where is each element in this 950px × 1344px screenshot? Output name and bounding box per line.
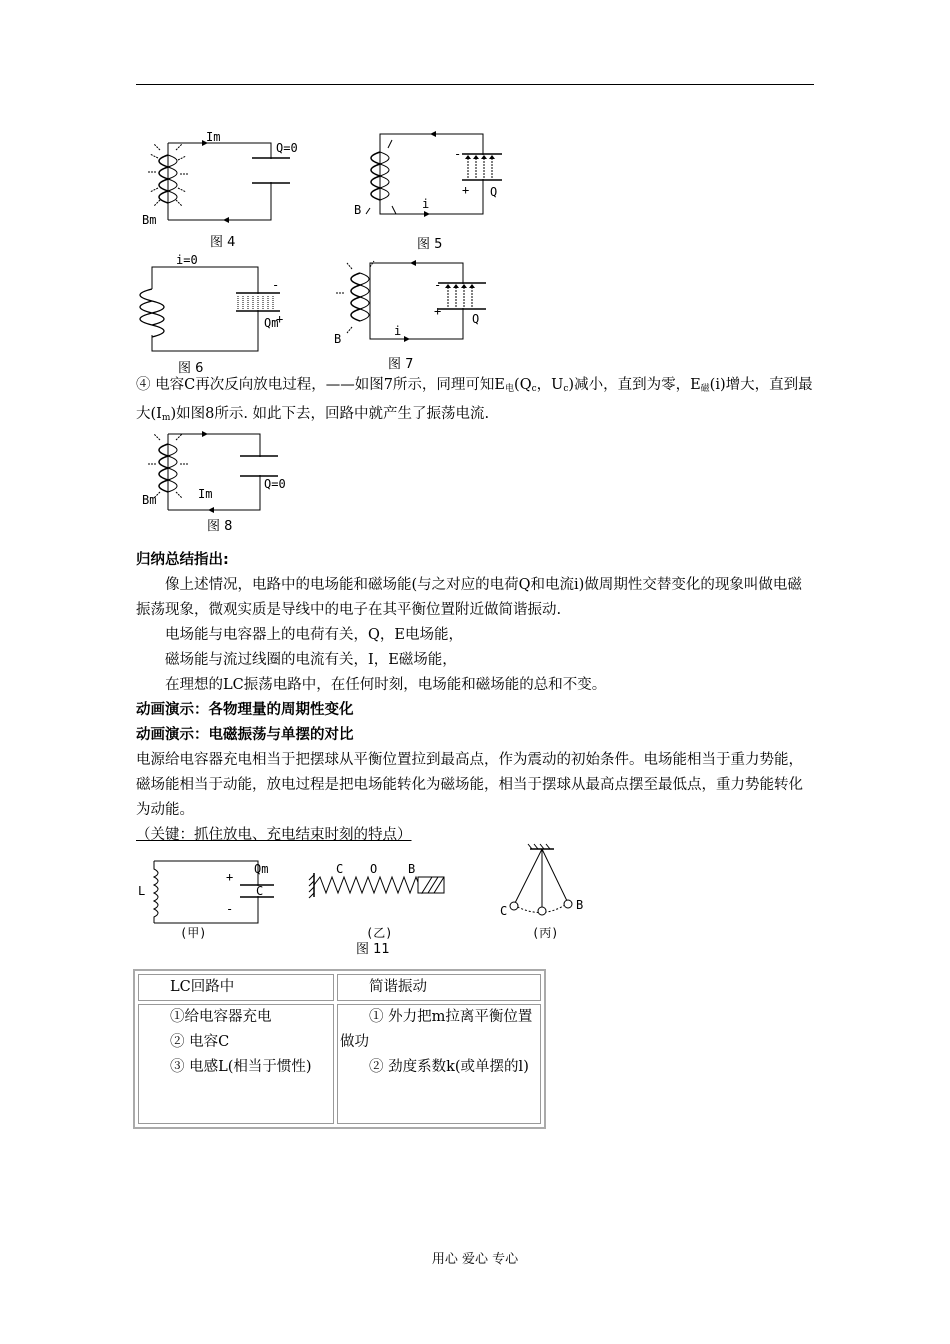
fig11-yi-O: O (370, 862, 378, 876)
fig4-current-label: Im (206, 130, 221, 144)
p4-text-5: (i)增大，直到最大(I (136, 377, 813, 422)
fig4-field-label: Bm (142, 213, 157, 227)
analogy-paragraph: 电源给电容器充电相当于把摆球从平衡位置拉到最高点，作为震动的初始条件。电场能相当于重力势能，磁场能相当于动能，放电过程是把电场能转化为磁场能，相当于摆球从最高点摆至最低点，重力势能转化为动能。 (136, 752, 803, 818)
fig6-caption: 图 6 (178, 361, 204, 376)
fig11-caption: 图 11 (356, 942, 390, 957)
fig4-caption: 图 4 (210, 235, 236, 250)
table-header-row (138, 974, 541, 1001)
lc-item-2: ② 电容C (170, 1034, 230, 1050)
fig11-bing-C: C (500, 904, 508, 918)
p4-text-4: )减小，直到为零，E (568, 377, 701, 393)
paragraph-discharge (136, 373, 816, 431)
page-footer: 用心 爱心 专心 (431, 1252, 519, 1267)
figure-11 (134, 843, 594, 953)
fig5-charge-label: Q (490, 185, 498, 199)
summary-paragraph-3: 磁场能与流过线圈的电流有关，I，E磁场能， (165, 652, 457, 668)
summary-paragraph-1: 像上述情况，电路中的电场能和磁场能(与之对应的电荷Q和电流i)做周期性交替变化的现象叫做电磁振荡现象，微观实质是导线中的电子在其平衡位置附近做简谐振动. (136, 577, 802, 618)
p4-text-2: (Q (514, 377, 532, 393)
summary-paragraph-4: 在理想的LC振荡电路中，在任何时刻，电场能和磁场能的总和不变。 (165, 677, 607, 693)
fig8-caption: 图 8 (207, 519, 233, 534)
table-header-lc: LC回路中 (138, 974, 334, 1001)
fig11-jia-C: C (256, 884, 264, 898)
fig11-jia-plus: + (226, 870, 234, 884)
fig11-bing-caption: (丙) (532, 926, 559, 940)
p4-sub-1: 电 (505, 384, 515, 394)
demo-heading-2: 动画演示：电磁振荡与单摆的对比 (136, 727, 354, 743)
fig11-bing-B: B (576, 898, 584, 912)
fig5-caption: 图 5 (417, 237, 443, 252)
fig7-plus: + (434, 304, 442, 318)
figure-4 (138, 128, 308, 246)
shm-item-1: ① 外力把m拉离平衡位置做功 (340, 1009, 533, 1050)
key-note: （关键：抓住放电、充电结束时刻的特点） (136, 827, 412, 843)
comparison-table (133, 969, 546, 1129)
fig11-yi-C: C (336, 862, 344, 876)
fig8-current-label: Im (198, 487, 213, 501)
summary-paragraph-2: 电场能与电容器上的电荷有关，Q，E电场能， (165, 627, 463, 643)
p4-text-1: ④ 电容C再次反向放电过程，——如图7所示，同理可知E (136, 377, 506, 393)
table-row (138, 1004, 541, 1124)
lc-item-1: ①给电容器充电 (170, 1009, 272, 1025)
fig6-minus: - (272, 278, 280, 292)
p4-sub-5: m (161, 413, 171, 423)
lc-item-3: ③ 电感L(相当于惯性) (170, 1059, 312, 1075)
demo-heading-1: 动画演示：各物理量的周期性变化 (136, 702, 354, 718)
p4-text-6: )如图8所示. 如此下去，回路中就产生了振荡电流. (170, 406, 490, 422)
fig11-yi-caption: (乙) (366, 926, 393, 940)
fig11-jia-L: L (138, 884, 146, 898)
header-rule (136, 84, 814, 85)
figure-7 (330, 253, 510, 363)
fig5-plus: + (462, 183, 470, 197)
p4-sub-4: 磁 (700, 384, 710, 394)
fig7-minus: - (434, 278, 442, 292)
fig7-field-label: B (334, 332, 342, 346)
fig11-jia-minus: - (226, 902, 234, 916)
fig7-charge-label: Q (472, 312, 480, 326)
figure-6 (130, 253, 300, 363)
fig4-charge-label: Q=0 (276, 141, 298, 155)
fig8-field-label: Bm (142, 493, 157, 507)
fig7-current-label: i (394, 324, 402, 338)
p4-sub-3: c (563, 384, 569, 394)
fig8-charge-label: Q=0 (264, 477, 286, 491)
fig6-charge-label: Qm (264, 316, 279, 330)
fig11-jia-Qm: Qm (254, 862, 269, 876)
p4-sub-2: c (531, 384, 537, 394)
fig7-caption: 图 7 (388, 357, 414, 372)
fig6-current-label: i=0 (176, 253, 198, 267)
shm-item-2: ② 劲度系数k(或单摆的l) (369, 1059, 529, 1075)
fig11-jia-caption: (甲) (180, 926, 207, 940)
summary-heading: 归纳总结指出: (136, 552, 229, 568)
table-header-shm: 简谐振动 (337, 974, 541, 1001)
fig6-plus: + (276, 312, 284, 326)
p4-text-3: ，U (536, 377, 564, 393)
figure-5 (350, 128, 520, 246)
fig11-yi-B: B (408, 862, 416, 876)
fig5-field-label: B (354, 203, 362, 217)
fig5-current-label: i (422, 197, 430, 211)
fig5-minus: - (454, 147, 462, 161)
figure-8 (138, 428, 308, 518)
